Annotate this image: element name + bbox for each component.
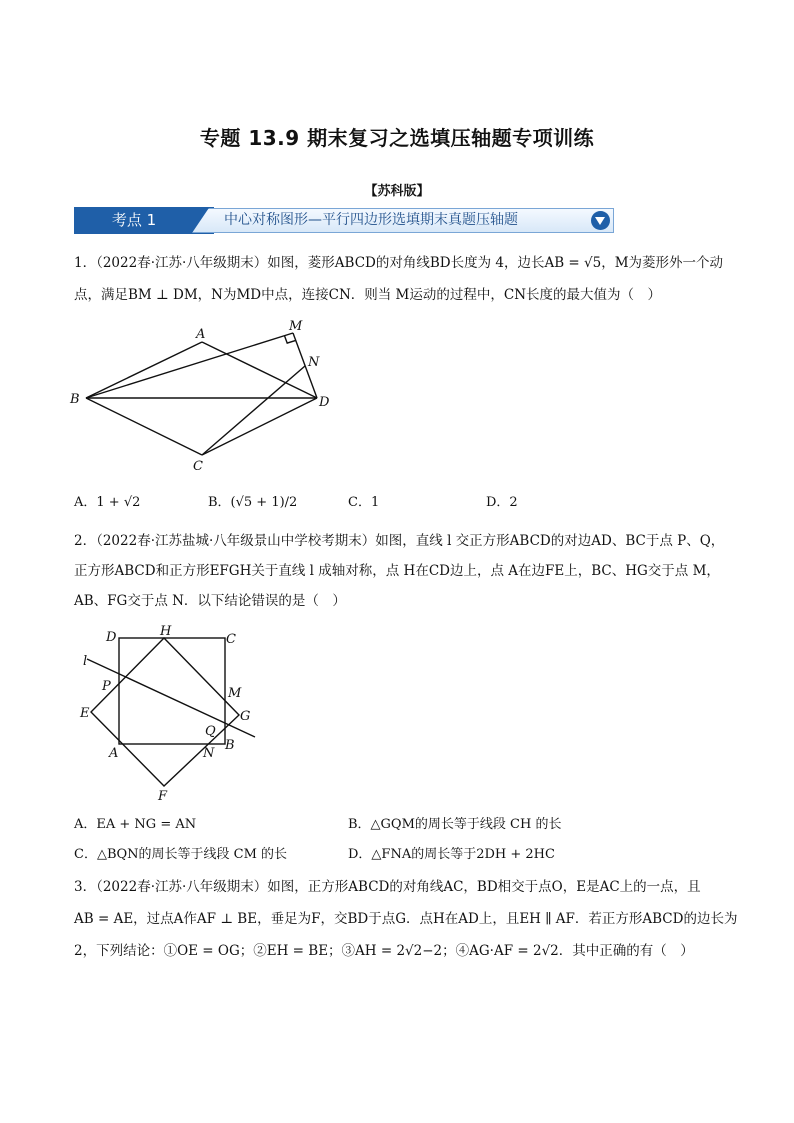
q2-label-G: G	[240, 709, 251, 724]
q1-text-line1: 1．（2022春·江苏·八年级期末）如图，菱形ABCD的对角线BD长度为 4，边长AB = √5，M为菱形外一个动	[74, 255, 724, 271]
q2-label-H: H	[160, 624, 172, 639]
q2-label-N: N	[203, 746, 215, 761]
q2-label-A: A	[109, 746, 119, 761]
q2-option-a[interactable]: A．EA + NG = AN	[74, 817, 197, 832]
q2-label-P: P	[102, 679, 111, 694]
page-title: 专题 13.9 期末复习之选填压轴题专项训练	[199, 126, 595, 150]
section-label: 考点 1	[111, 211, 157, 229]
section-banner	[74, 207, 614, 234]
q2-label-D: D	[106, 630, 117, 645]
edition-label: 【苏科版】	[364, 184, 430, 199]
q2-label-B: B	[225, 738, 235, 753]
q3-text-line1: 3．（2022春·江苏·八年级期末）如图，正方形ABCD的对角线AC，BD相交于点O，E是AC上的一点，且	[74, 879, 701, 895]
q1-label-N: N	[308, 355, 320, 370]
q1-label-B: B	[70, 392, 80, 407]
q1-option-a[interactable]: A．1 + √2	[74, 495, 141, 510]
q2-text-line3: AB、FG交于点 N．以下结论错误的是（ ）	[74, 593, 346, 609]
q2-label-l: l	[83, 654, 88, 669]
section-title: 中心对称图形—平行四边形选填期末真题压轴题	[224, 212, 518, 228]
q2-label-M: M	[228, 686, 242, 701]
q1-label-M: M	[289, 319, 303, 334]
q1-option-b[interactable]: B．(√5 + 1)/2	[208, 495, 298, 510]
q1-label-D: D	[319, 395, 330, 410]
q2-label-Q: Q	[205, 724, 216, 739]
q2-label-F: F	[158, 789, 168, 802]
q2-text-line2: 正方形ABCD和正方形EFGH关于直线 l 成轴对称，点 H在CD边上，点 A在边FE上，BC、HG交于点 M，	[74, 563, 720, 579]
q1-option-d[interactable]: D．2	[486, 495, 518, 510]
q1-figure-rhombus	[60, 312, 350, 477]
q1-label-A: A	[196, 327, 206, 342]
q3-text-line2: AB = AE，过点A作AF ⊥ BE，垂足为F，交BD于点G．点H在AD上，且EH ∥ AF．若正方形ABCD的边长为	[74, 911, 738, 927]
q2-option-d[interactable]: D．△FNA的周长等于2DH + 2HC	[348, 847, 555, 862]
q2-label-E: E	[80, 706, 90, 721]
q2-option-b[interactable]: B．△GQM的周长等于线段 CH 的长	[348, 817, 562, 832]
q2-option-c[interactable]: C．△BQN的周长等于线段 CM 的长	[74, 847, 288, 862]
q2-figure-squares	[75, 622, 265, 802]
q1-text-line2: 点，满足BM ⊥ DM，N为MD中点，连接CN．则当 M运动的过程中，CN长度的最大值为（ ）	[74, 287, 662, 303]
q3-text-line3: 2，下列结论：①OE = OG；②EH = BE；③AH = 2√2−2；④AG·AF = 2√2．其中正确的有（ ）	[74, 943, 694, 959]
q2-label-C: C	[226, 632, 236, 647]
q2-text-line1: 2．（2022春·江苏盐城·八年级景山中学校考期末）如图，直线 l 交正方形ABCD的对边AD、BC于点 P、Q，	[74, 533, 725, 549]
q1-option-c[interactable]: C．1	[348, 495, 380, 510]
chevron-down-icon[interactable]	[591, 211, 610, 230]
q1-label-C: C	[193, 459, 203, 474]
